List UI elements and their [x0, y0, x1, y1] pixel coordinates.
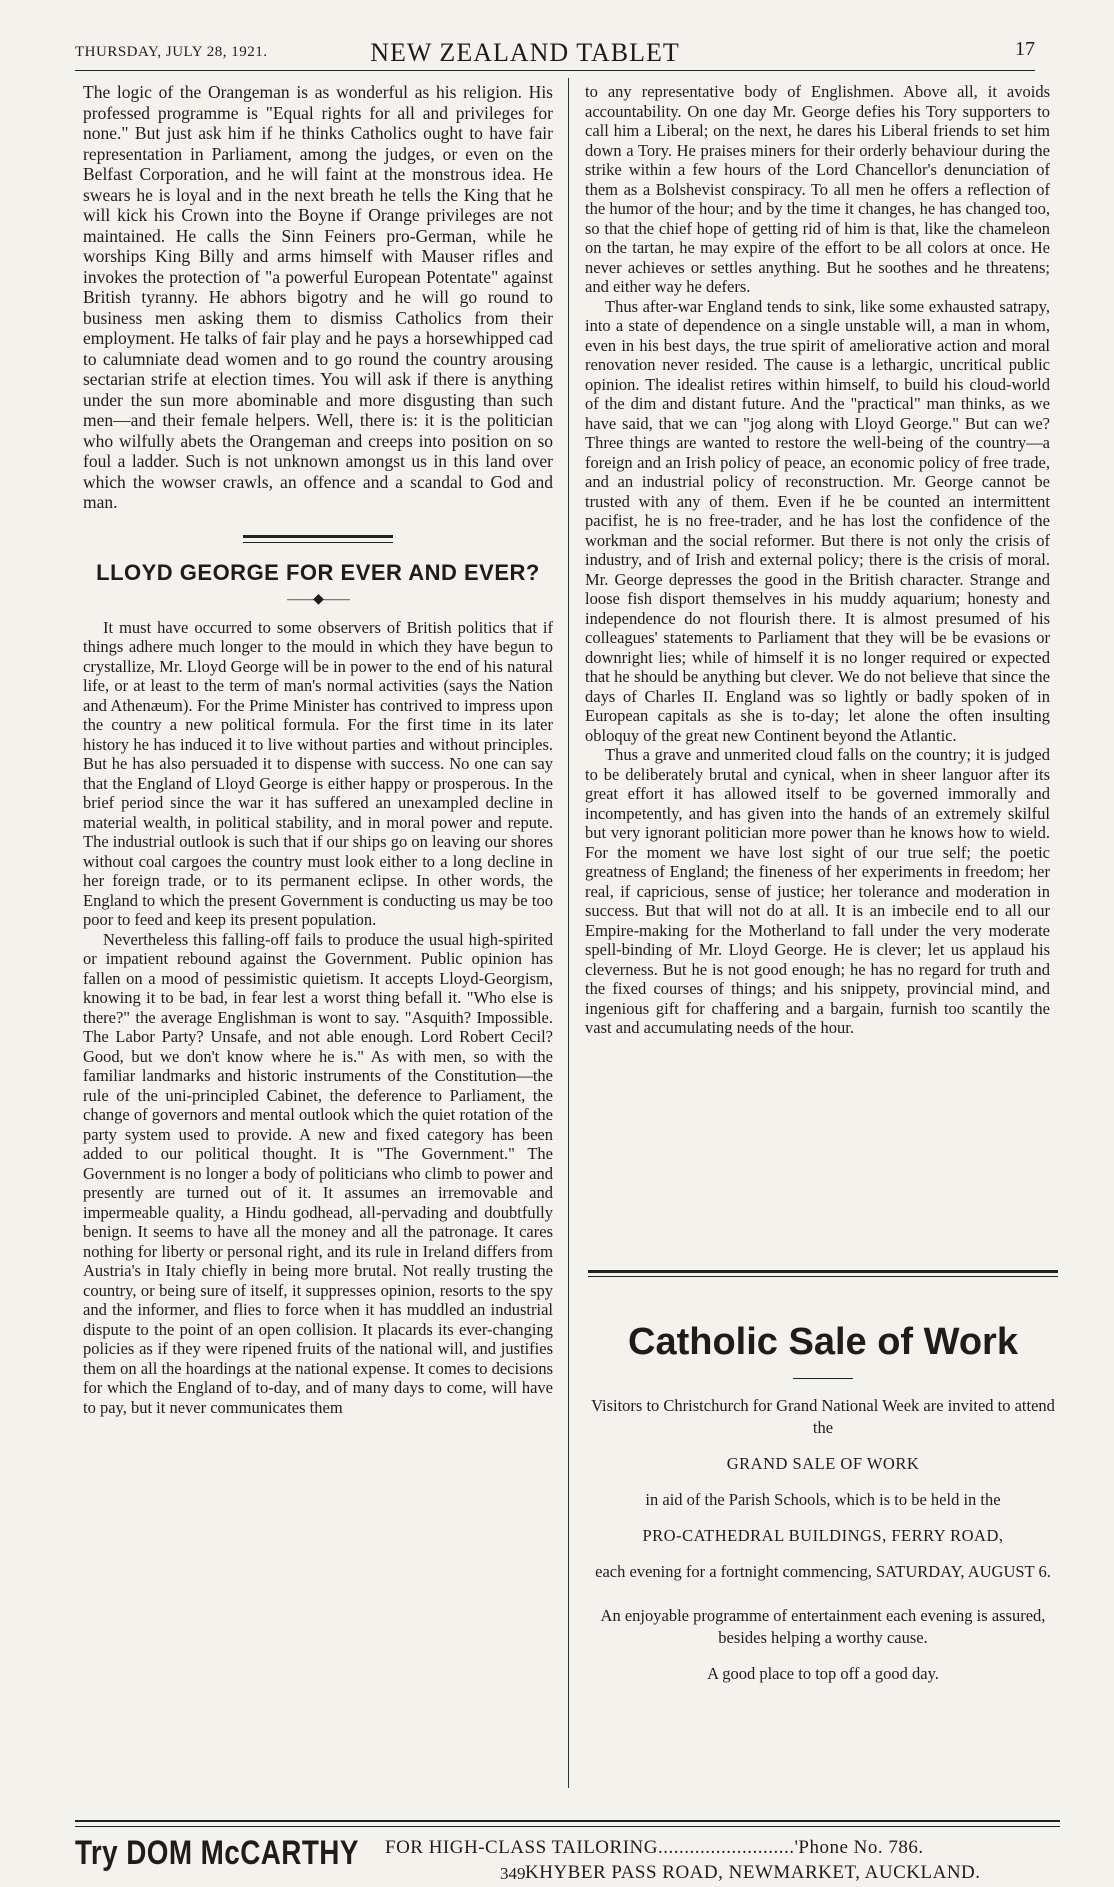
advert-venue: PRO-CATHEDRAL BUILDINGS, FERRY ROAD, [642, 1526, 1004, 1545]
advert-event-name: GRAND SALE OF WORK [726, 1454, 920, 1473]
advert-dates: each evening for a fortnight commencing, SATURDAY, AUGUST 6. [595, 1562, 1051, 1581]
masthead-title: NEW ZEALAND TABLET [370, 38, 680, 67]
article-paragraph: Nevertheless this falling-off fails to produce the usual high-spirited or impatient rebound against the Government. Public opinion has fallen on a mood of pessimistic quietism. It accepts Lloyd-Georgism, knowing it to be bad, in fear lest a worst thing befall it. "Who else is there?" the average Englishman is wont to say. "Asquith? Impossible. The Labor Party? Unsafe, and not able enough. Lord Robert Cecil? Good, but we don't know where he is." As with men, so with the familiar landmarks and historic instruments of the Constitution—the rule of the uni-principled Cabinet, the deference to Parliament, the change of governors and mental outlook which the quiet rotation of the party system used to provide. A new and fixed category has been added to our political thought. It is "The Government." The Government is no longer a body of politicians who climb to power and presently are turned out of it. It assumes an irremovable and impermeable quality, a Hindu godhead, all-pervading and doubtfully benign. It seems to have all the money and all the patronage. It cares nothing for liberty or personal right, and its rule in Ireland differs from Austria's in Italy chiefly in being more brutal. Not really trusting the country, or being sure of itself, it suppresses opinion, resorts to the spy and the informer, and flies to force when it has muddled an industrial dispute to the point of an open collision. It placards its ever-changing policies as if they were ripened fruits of the national will, and justifies them on all the hoardings at the national expense. It comes to decisions for which the England of to-day, and of many days to come, will have to pay, but it never communicates them [83, 929, 553, 1417]
page-number: 17 [1015, 38, 1035, 60]
tailor-advert-service: FOR HIGH-CLASS TAILORING..........................'Phone No. 786. [385, 1837, 924, 1858]
article-paragraph: Thus a grave and unmerited cloud falls on the country; it is judged to be deliberately brutal and cynical, when in sheer languor after its great effort it has allowed itself to be governed immorally and incompetently, and has given into the hands of an extremely skilful but very ignorant politician more power than he knows how to wield. For the moment we have lost sight of our true self; the poetic greatness of England; the fineness of her experiments in freedom; her real, if capricious, sense of justice; her tolerance and moderation in success. But that will not do at all. It is an imbecile end to all our Empire-making for the Motherland to fall under the very moderate spell-binding of Mr. Lloyd George. He is clever; let us applaud his cleverness. But he is not good enough; he has no regard for truth and the fixed courses of things; and his snippety, provincial mind, and ingenious gift for chaffering and a bargain, furnish too scantily the vast and accumulating needs of the hour. [585, 745, 1050, 1037]
orangeman-paragraph: The logic of the Orangeman is as wonderful as his religion. His professed programme is "Equal rights for all and privileges for none." But just ask him if he thinks Catholics ought to have fair representation in Parliament, among the judges, or even on the Belfast Corporation, and he will faint at the monstrous idea. He swears he is loyal and in the next breath he tells the King that he will kick his Crown into the Boyne if Orange privileges are not maintained. He calls the Sinn Feiners pro-German, while he worships King Billy and arms himself with Mauser rifles and invokes the protection of "a powerful European Potentate" against British tyranny. He abhors bigotry and he will go round to business men asking them to dismiss Catholics from their employment. He talks of fair play and he pays a horsewhipped cad to calumniate dead women and to go round the country arousing sectarian strife at election times. You will ask if there is anything under the sun more abominable and more disgusting than such men—and their female helpers. Well, there is: it is the politician who wilfully abets the Orangeman and creeps into position on so foul a ladder. Such is not unknown amongst us in this land over which the wowser crawls, an offence and a scandal to God and man. [83, 82, 553, 512]
left-column [83, 82, 553, 1417]
column-divider [568, 78, 569, 1788]
advert-tagline: A good place to top off a good day. [707, 1664, 939, 1683]
advert-programme: An enjoyable programme of entertainment each evening is assured, besides helping a worthy cause. [600, 1606, 1046, 1647]
advert-purpose: in aid of the Parish Schools, which is to be held in the [645, 1490, 1001, 1509]
sale-of-work-advert [588, 1320, 1058, 1699]
article-paragraph: Thus after-war England tends to sink, like some exhausted satrapy, into a state of dependence on a single unstable will, a man in whom, even in his best days, the true spirit of ameliorative action and moral renovation never resided. The cause is a lethargic, uncritical public opinion. The idealist retires within himself, to build his cloud-world of the dim and distant future. And the "practical" man thinks, as we have said, that we can "jog along with Lloyd George." But can we? Three things are wanted to restore the well-being of the country—a foreign and an Irish policy of peace, an economic policy of free trade, and an industrial policy of reconstruction. Mr. George cannot be trusted with any of them. Even if he be counted an intermittent pacifist, he is no free-trader, and he has lost the confidence of the workman and the social reformer. But there is not only the crisis of industry, and of Irish and external policy; there is the crisis of moral. Mr. George depresses the good in the British character. Strange and loose fish disport themselves in his muddy aquarium; honesty and independence do not flourish there. It is almost presumed of his colleagues' statements to Parliament that they will be be evasions or downright lies; while of himself it is no longer required or expected that he should be anything but clever. We do not believe that since the days of Charles II. England was so lightly or badly spoken of in European capitals as she is to-day; let alone the often insulting obloquy of the great new Continent beyond the Atlantic. [585, 296, 1050, 745]
tailor-advert-name: Try DOM McCARTHY [75, 1834, 359, 1872]
article-paragraph: to any representative body of Englishmen. Above all, it avoids accountability. On one day Mr. George defies his Tory supporters to call him a Liberal; on the next, he dares his Liberal friends to set him down a Tory. He praises miners for their orderly behaviour during the strike within a few hours of the Lord Chancellor's denunciation of them as a Bolshevist conspiracy. To all men he offers a reflection of the humor of the hour; and by the time it changes, he has changed too, so that the chief hope of getting rid of him is that, like the chameleon on the tartan, he may expire of the effort to be all colors at once. He never achieves or settles anything. But he soothes and he threatens; and either way he defers. [585, 82, 1050, 296]
section-divider [243, 535, 393, 543]
article-paragraph: It must have occurred to some observers of British politics that if things adhere much longer to the mould in which they have begun to crystallize, Mr. Lloyd George will be in power to the end of his natural life, or at least to the term of man's normal activities (says the Nation and Athenæum). For the Prime Minister has contrived to impress upon the country a new political formula. For the first time in its later history he has induced it to live without parties and without principles. But he has also persuaded it to dispense with success. No one can say that the England of Lloyd George is either happy or prosperous. In the brief period since the war it has suffered an unexampled decline in material wealth, in political stability, and in moral power and repute. The industrial outlook is such that if our ships go on leaving our shores without coal cargoes the country must look either to a long decline in her foreign trade, or to its permanent eclipse. In other words, the England to which the present Government is conducting us may be too poor to feed and keep its present population. [83, 617, 553, 929]
footer-rule [75, 1820, 1060, 1822]
advert-invitation: Visitors to Christchurch for Grand National Week are invited to attend the [591, 1396, 1055, 1437]
article-headline: LLOYD GEORGE FOR EVER AND EVER? [96, 559, 540, 585]
advert-title-rule [793, 1378, 853, 1379]
advert-title: Catholic Sale of Work [628, 1321, 1018, 1363]
right-column [585, 82, 1050, 1038]
issue-date: THURSDAY, JULY 28, 1921. [75, 44, 268, 60]
page-header [75, 38, 1035, 68]
tailor-advert-address: KHYBER PASS ROAD, NEWMARKET, AUCKLAND. [525, 1862, 981, 1883]
footer-page-number: 349 [500, 1864, 526, 1883]
footer-rule-thin [75, 1826, 1060, 1827]
header-rule [75, 70, 1035, 71]
advert-rule-top [588, 1270, 1058, 1273]
ornament-divider: ——◆—— [287, 592, 349, 607]
advert-rule-top-thin [588, 1276, 1058, 1277]
